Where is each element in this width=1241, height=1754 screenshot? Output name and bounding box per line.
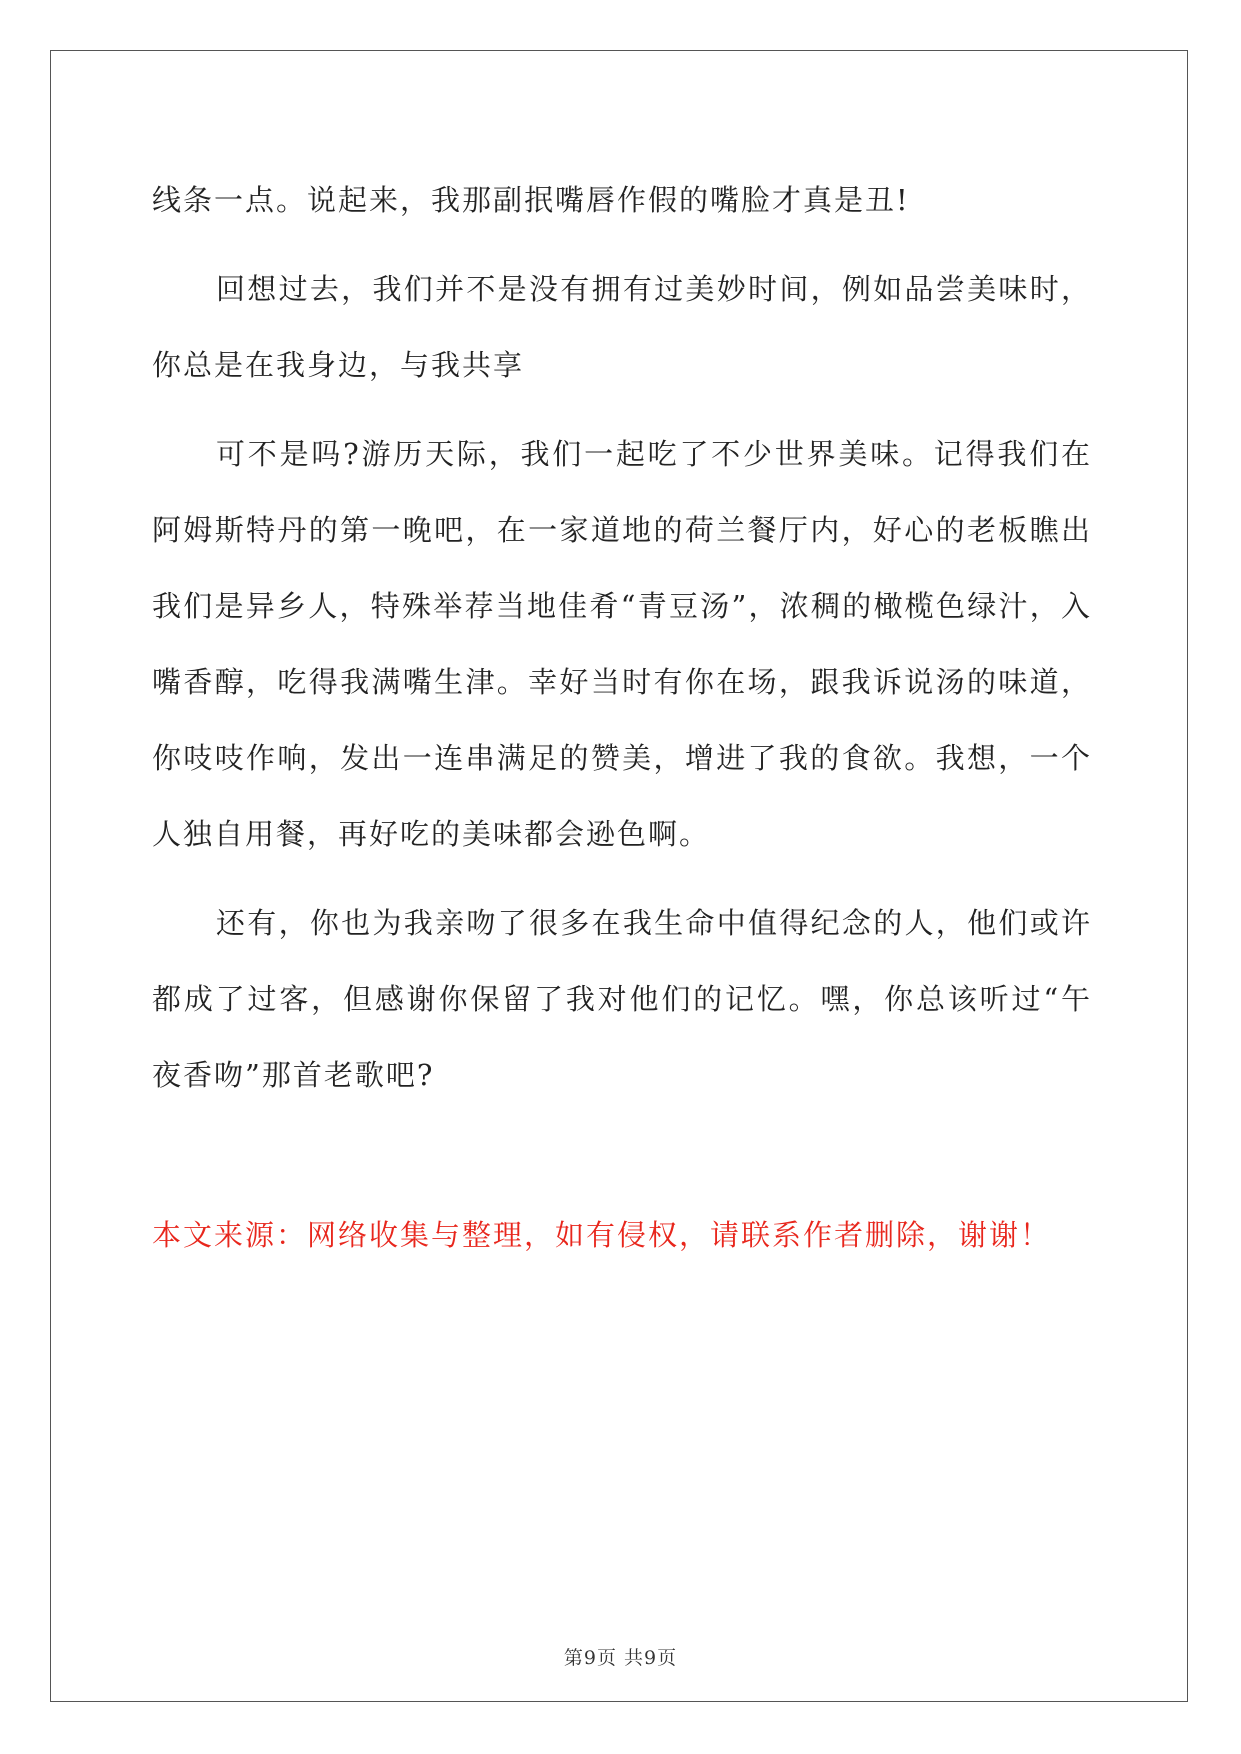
source-disclaimer: 本文来源：网络收集与整理，如有侵权，请联系作者删除，谢谢！ (152, 1218, 1052, 1252)
document-body (152, 170, 1092, 1255)
paragraph-continuation: 线条一点。说起来，我那副抿嘴唇作假的嘴脸才真是丑! (152, 183, 910, 217)
page-number-footer: 第9页 共9页 (563, 1647, 678, 1669)
paragraph-amsterdam: 可不是吗?游历天际，我们一起吃了不少世界美味。记得我们在阿姆斯特丹的第一晚吧，在一家道地的荷兰餐厅内，好心的老板瞧出我们是异乡人，特殊举荐当地佳肴“青豆汤”，浓稠的橄榄色绿汁，入嘴香醇，吃得我满嘴生津。幸好当时有你在场，跟我诉说汤的味道，你吱吱作响，发出一连串满足的赞美，增进了我的食欲。我想，一个人独自用餐，再好吃的美味都会逊色啊。 (152, 437, 1092, 851)
paragraph-memories: 回想过去，我们并不是没有拥有过美妙时间，例如品尝美味时，你总是在我身边，与我共享 (152, 272, 1092, 382)
paragraph-kisses: 还有，你也为我亲吻了很多在我生命中值得纪念的人，他们或许都成了过客，但感谢你保留了我对他们的记忆。嘿，你总该听过“午夜香吻”那首老歌吧? (152, 906, 1092, 1092)
